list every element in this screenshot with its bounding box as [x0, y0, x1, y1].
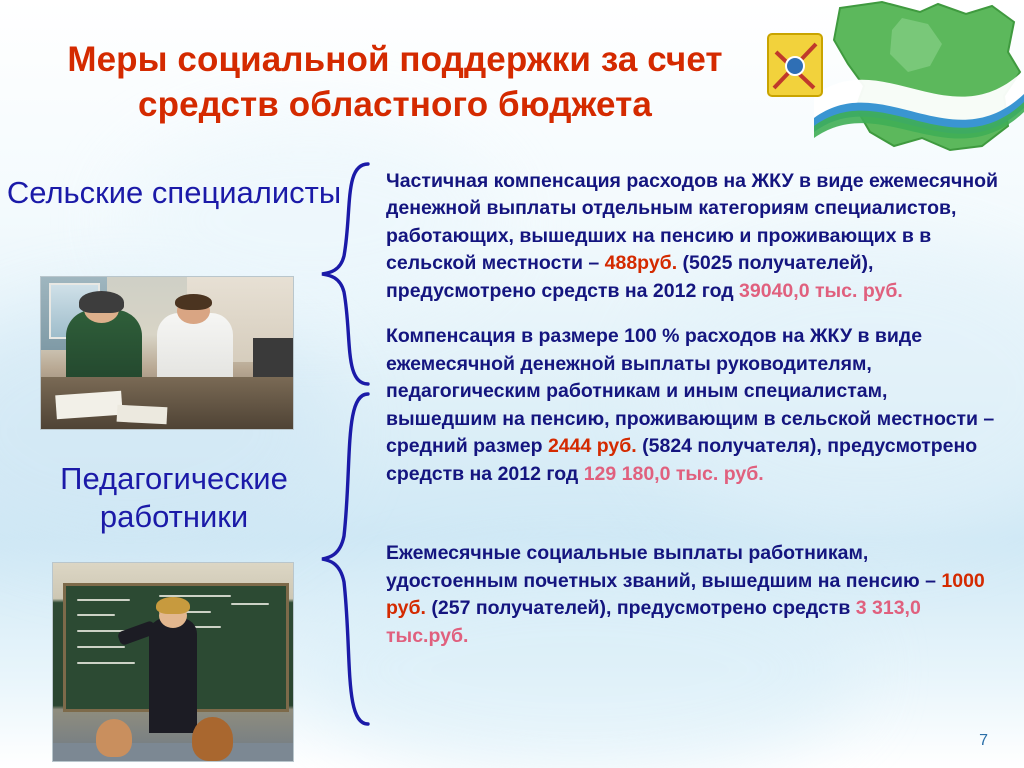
curly-brace-icon [318, 160, 374, 390]
brace-top [318, 160, 374, 395]
block-1-amount-2: 39040,0 тыс. руб. [739, 279, 903, 302]
block-1-text-2: (5025 получателей), предусмотрено средств на 2012 год [386, 252, 874, 302]
photo-pedagogical-worker-image [53, 563, 293, 761]
block-2-text-1: Компенсация в размере 100 % расходов на ЖКУ в виде ежемесячной денежной выплаты руководителям, педагогическим работникам и иным специалистам, вышедшим на пенсию, проживающим в сельской местности – средний размер [386, 325, 995, 458]
region-map-icon [752, 0, 1024, 160]
text-block-1 [386, 168, 998, 305]
curly-brace-icon [318, 390, 374, 730]
block-2-text-2: (5824 получателя), предусмотрено средств на 2012 год [386, 435, 978, 485]
region-emblem-map [752, 0, 1024, 160]
block-1-text-1: Частичная компенсация расходов на ЖКУ в виде ежемесячной денежной выплаты отдельным категориям специалистов, работающих, вышедших на пенсию и проживающих в в сельской местности – [386, 170, 999, 275]
block-3-amount-1: 1000 руб. [386, 569, 985, 620]
photo-pedagogical-worker [52, 562, 294, 762]
text-block-3 [386, 540, 998, 650]
slide-title: Меры социальной поддержки за счет средств областного бюджета [67, 40, 723, 124]
block-1-amount-1: 488руб. [604, 252, 678, 275]
block-3-text-2: (257 получателей), предусмотрено средств [425, 597, 856, 620]
block-2-amount-1: 2444 руб. [547, 435, 637, 458]
block-3-text-1: Ежемесячные социальные выплаты работникам, удостоенным почетных званий, вышедшим на пенсию – [386, 542, 942, 592]
brace-bottom [318, 390, 374, 735]
photo-rural-specialist [40, 276, 294, 430]
heading-pedagogical-workers: Педагогические работники [60, 461, 288, 535]
left-column [0, 160, 348, 760]
right-column [386, 160, 998, 650]
block-3-amount-2: 3 313,0 тыс.руб. [386, 597, 921, 647]
page-number: 7 [979, 732, 988, 749]
coat-of-arms-center [786, 57, 804, 75]
block-2-amount-2: 129 180,0 тыс. руб. [583, 462, 764, 485]
photo-rural-specialist-image [41, 277, 293, 429]
heading-rural-specialists: Сельские специалисты [6, 175, 342, 210]
text-block-2 [386, 323, 998, 488]
